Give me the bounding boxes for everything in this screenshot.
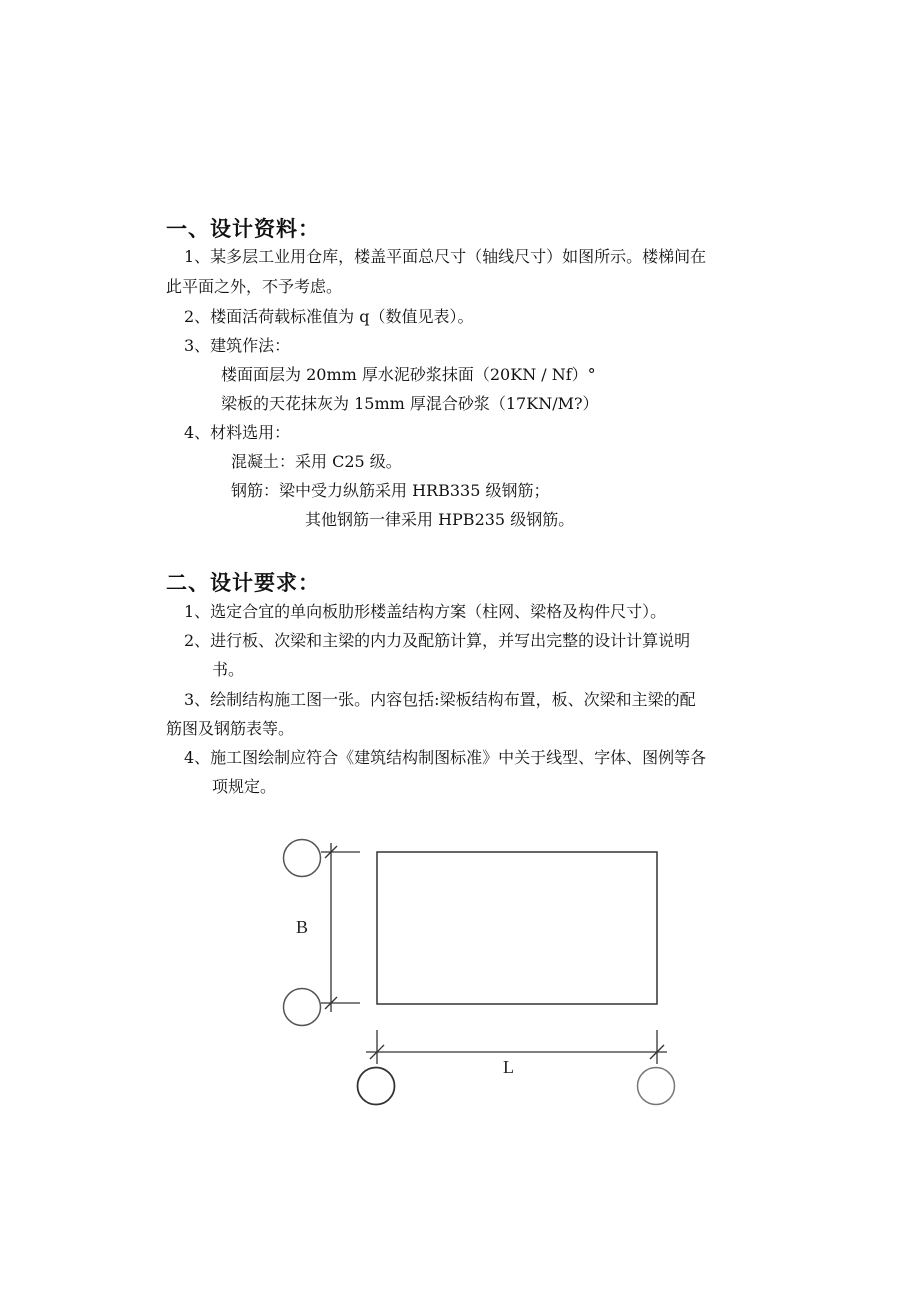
s2-req4-line2: 项规定。 (212, 777, 277, 796)
s2-req2-line2: 书。 (212, 660, 245, 679)
s1-item4-steel2: 其他钢筋一律采用 HPB235 级钢筋。 (305, 510, 575, 529)
s1-item4-concrete: 混凝土：采用 C25 级。 (231, 452, 402, 471)
s2-req2-line1: 2、进行板、次梁和主梁的内力及配筋计算，并写出完整的设计计算说明 (184, 631, 691, 650)
axis-circle-mid-left (284, 989, 321, 1026)
axis-circle-bottom-right (638, 1068, 675, 1105)
axis-circle-bottom-left (358, 1068, 395, 1105)
s1-item3: 3、建筑作法： (184, 336, 291, 355)
s1-item3-detail2: 梁板的天花抹灰为 15mm 厚混合砂浆（17KN/M?） (221, 394, 599, 413)
s1-item4: 4、材料选用： (184, 423, 291, 442)
dimension-label-b: B (296, 917, 309, 937)
s1-item3-detail1: 楼面面层为 20mm 厚水泥砂浆抹面（20KN / Nf）° (221, 365, 596, 384)
s1-item1-line1: 1、某多层工业用仓库，楼盖平面总尺寸（轴线尺寸）如图所示。楼梯间在 (184, 247, 707, 266)
s2-req3-line1: 3、绘制结构施工图一张。内容包括:梁板结构布置，板、次梁和主梁的配 (184, 690, 696, 709)
section2-title: 二、设计要求： (166, 571, 320, 595)
floor-plan-rectangle (377, 852, 657, 1004)
dimension-label-l: L (503, 1057, 514, 1077)
s2-req3-line2: 筋图及钢筋表等。 (166, 719, 295, 738)
section1-title: 一、设计资料： (166, 217, 320, 241)
s1-item2: 2、楼面活荷载标准值为 q（数值见表）。 (184, 307, 474, 326)
axis-circle-top-left (284, 840, 321, 877)
s1-item1-line2: 此平面之外，不予考虑。 (166, 277, 343, 296)
s1-item4-steel1: 钢筋：梁中受力纵筋采用 HRB335 级钢筋； (231, 481, 550, 500)
s2-req1: 1、选定合宜的单向板肋形楼盖结构方案（柱网、梁格及构件尺寸）。 (184, 602, 667, 621)
s2-req4-line1: 4、施工图绘制应符合《建筑结构制图标准》中关于线型、字体、图例等各 (184, 748, 707, 767)
